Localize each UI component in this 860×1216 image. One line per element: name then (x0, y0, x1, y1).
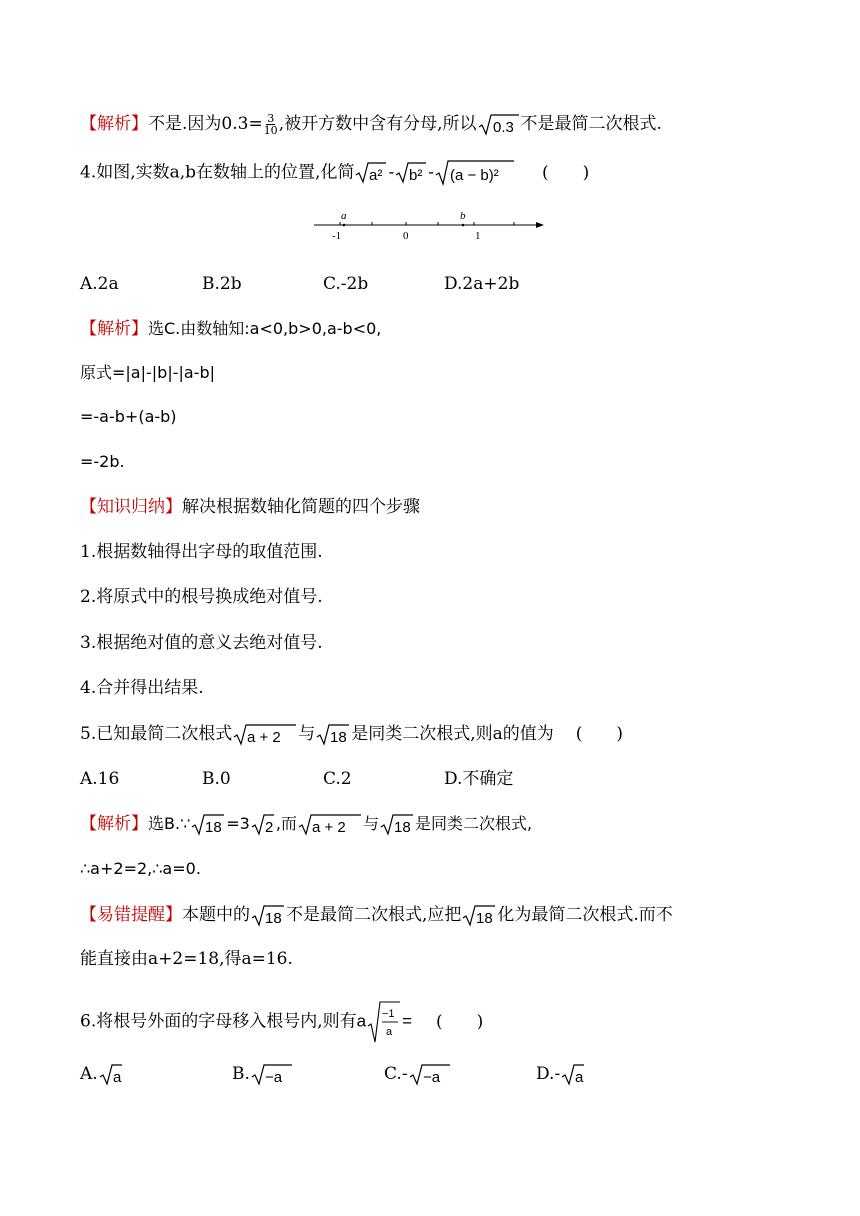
fraction (264, 113, 278, 136)
q5-stem-text-3: 是同类二次根式,则a的值为 (351, 724, 554, 744)
option-a[interactable]: A.2a (80, 274, 119, 294)
step-1: 1.根据数轴得出字母的取值范围. (80, 542, 323, 562)
radical-expression (355, 161, 387, 185)
q4-analysis-line-1 (80, 317, 381, 341)
radical-expression (561, 1063, 585, 1087)
option-c[interactable] (384, 1062, 452, 1087)
analysis-tag: 【解析】 (80, 114, 148, 134)
knowledge-title: 解决根据数轴化简题的四个步骤 (182, 497, 420, 517)
option-a[interactable]: A.16 (80, 769, 120, 789)
svg-text:2: 2 (264, 818, 274, 836)
q4-analysis-line-2: 原式=|a|-|b|-|a-b| (80, 363, 215, 382)
svg-text:b²: b² (409, 167, 423, 184)
option-c[interactable]: C.-2b (323, 274, 369, 294)
svg-text:18: 18 (393, 818, 411, 836)
radical-expression (251, 1063, 293, 1087)
radical-expression (462, 904, 496, 928)
radical-expression (251, 904, 285, 928)
q5-stem-text-1: 5.已知最简二次根式 (80, 724, 233, 744)
q4-analysis-line-4: =-2b. (80, 452, 125, 471)
q3-text-2: ,被开方数中含有分母,所以 (278, 114, 477, 134)
svg-text:a: a (386, 1026, 393, 1038)
tick-label-0: 0 (403, 230, 409, 242)
analysis-tag: 【解析】 (80, 814, 148, 834)
analysis-text: 是同类二次根式, (414, 814, 533, 833)
option-sign: - (401, 1064, 408, 1084)
svg-text:−a: −a (422, 1068, 440, 1086)
coefficient-a: a (356, 1011, 367, 1031)
q3-analysis (80, 112, 662, 137)
radical-expression (316, 723, 350, 747)
knowledge-summary-heading (80, 495, 420, 519)
tick-label-1: 1 (475, 230, 481, 242)
option-d[interactable] (536, 1062, 586, 1087)
error-text: 不是最简二次根式,应把 (286, 905, 462, 925)
option-a[interactable] (80, 1062, 124, 1087)
fraction-denominator: 10 (263, 124, 278, 137)
q6-stem-text: 6.将根号外面的字母移入根号内,则有 (80, 1011, 357, 1032)
q5-analysis-line-2: ∴a+2=2,∴a=0. (80, 859, 201, 878)
svg-text:a + 2: a + 2 (311, 818, 346, 836)
q3-text-1: 不是.因为0.3= (148, 114, 263, 134)
radical-expression (251, 813, 275, 837)
option-sign: - (554, 1064, 561, 1084)
radical-expression (298, 813, 362, 837)
option-b[interactable]: B.0 (202, 769, 231, 789)
q6-stem (80, 1000, 483, 1044)
q5-analysis-line-1 (80, 812, 532, 837)
q5-stem-text-2: 与 (298, 724, 316, 744)
radical-expression (99, 1063, 123, 1087)
radical-expression (395, 161, 427, 185)
analysis-text: 选B.∵ (148, 814, 191, 833)
radical-expression (409, 1063, 451, 1087)
q5-stem (80, 722, 623, 747)
q4-stem-text: 4.如图,实数a,b在数轴上的位置,化简 (80, 162, 355, 183)
radical-expression (191, 813, 225, 837)
error-reminder-line-2: 能直接由a+2=18,得a=16. (80, 949, 293, 969)
svg-text:a + 2: a + 2 (247, 728, 282, 746)
svg-text:a: a (575, 1068, 584, 1086)
error-tag: 【易错提醒】 (80, 905, 182, 925)
option-label: B. (232, 1064, 250, 1084)
analysis-tag: 【解析】 (80, 319, 148, 339)
q4-stem (80, 159, 589, 187)
svg-text:−1: −1 (382, 1008, 395, 1020)
radical-expression (478, 113, 520, 137)
svg-text:18: 18 (476, 909, 494, 927)
svg-text:a²: a² (369, 167, 383, 184)
svg-text:18: 18 (205, 818, 222, 836)
number-line-arrow (536, 222, 544, 228)
fraction-numerator: 3 (267, 112, 275, 125)
error-reminder-line-1 (80, 903, 673, 928)
step-2: 2.将原式中的根号换成绝对值号. (80, 587, 323, 607)
answer-parentheses: ( ) (541, 162, 590, 183)
option-c[interactable]: C.2 (323, 769, 352, 789)
tick-label-minus1: -1 (332, 230, 342, 242)
analysis-text: ,而 (275, 814, 297, 833)
point-a (343, 224, 346, 227)
svg-text:18: 18 (265, 909, 282, 927)
number-line-figure (310, 208, 550, 244)
step-4: 4.合并得出结果. (80, 678, 204, 698)
analysis-text: =3 (226, 814, 250, 833)
error-text: 本题中的 (182, 905, 250, 925)
radical-fraction (367, 1000, 401, 1044)
knowledge-tag: 【知识归纳】 (80, 497, 182, 517)
option-b[interactable]: B.2b (202, 274, 242, 294)
label-a: a (341, 210, 347, 222)
minus-sign: - (388, 162, 395, 183)
option-d[interactable]: D.不确定 (444, 769, 514, 789)
analysis-text: 选C.由数轴知:a<0,b>0,a-b<0, (148, 319, 382, 338)
analysis-text: 与 (362, 814, 379, 833)
option-d[interactable]: D.2a+2b (444, 274, 520, 294)
step-3: 3.根据绝对值的意义去绝对值号. (80, 633, 323, 653)
option-label: A. (80, 1064, 98, 1084)
error-text: 化为最简二次根式.而不 (497, 905, 673, 925)
equals-sign: = (402, 1011, 413, 1031)
svg-text:(a − b)²: (a − b)² (449, 167, 499, 184)
svg-text:0.3: 0.3 (492, 118, 514, 136)
answer-parentheses: ( ) (575, 724, 624, 744)
q3-text-3: 不是最简二次根式. (520, 114, 662, 134)
answer-parentheses: ( ) (436, 1011, 484, 1032)
radical-expression (233, 723, 297, 747)
radical-expression (380, 813, 414, 837)
option-b[interactable] (232, 1062, 294, 1087)
svg-text:−a: −a (264, 1068, 283, 1086)
option-label: D. (536, 1064, 555, 1084)
svg-text:18: 18 (330, 728, 347, 746)
svg-text:a: a (112, 1068, 122, 1086)
q4-analysis-line-3: =-a-b+(a-b) (80, 407, 177, 426)
option-label: C. (384, 1064, 402, 1084)
label-b: b (460, 210, 466, 222)
radical-expression (435, 159, 515, 187)
point-b (462, 224, 465, 227)
minus-sign: - (428, 162, 434, 183)
